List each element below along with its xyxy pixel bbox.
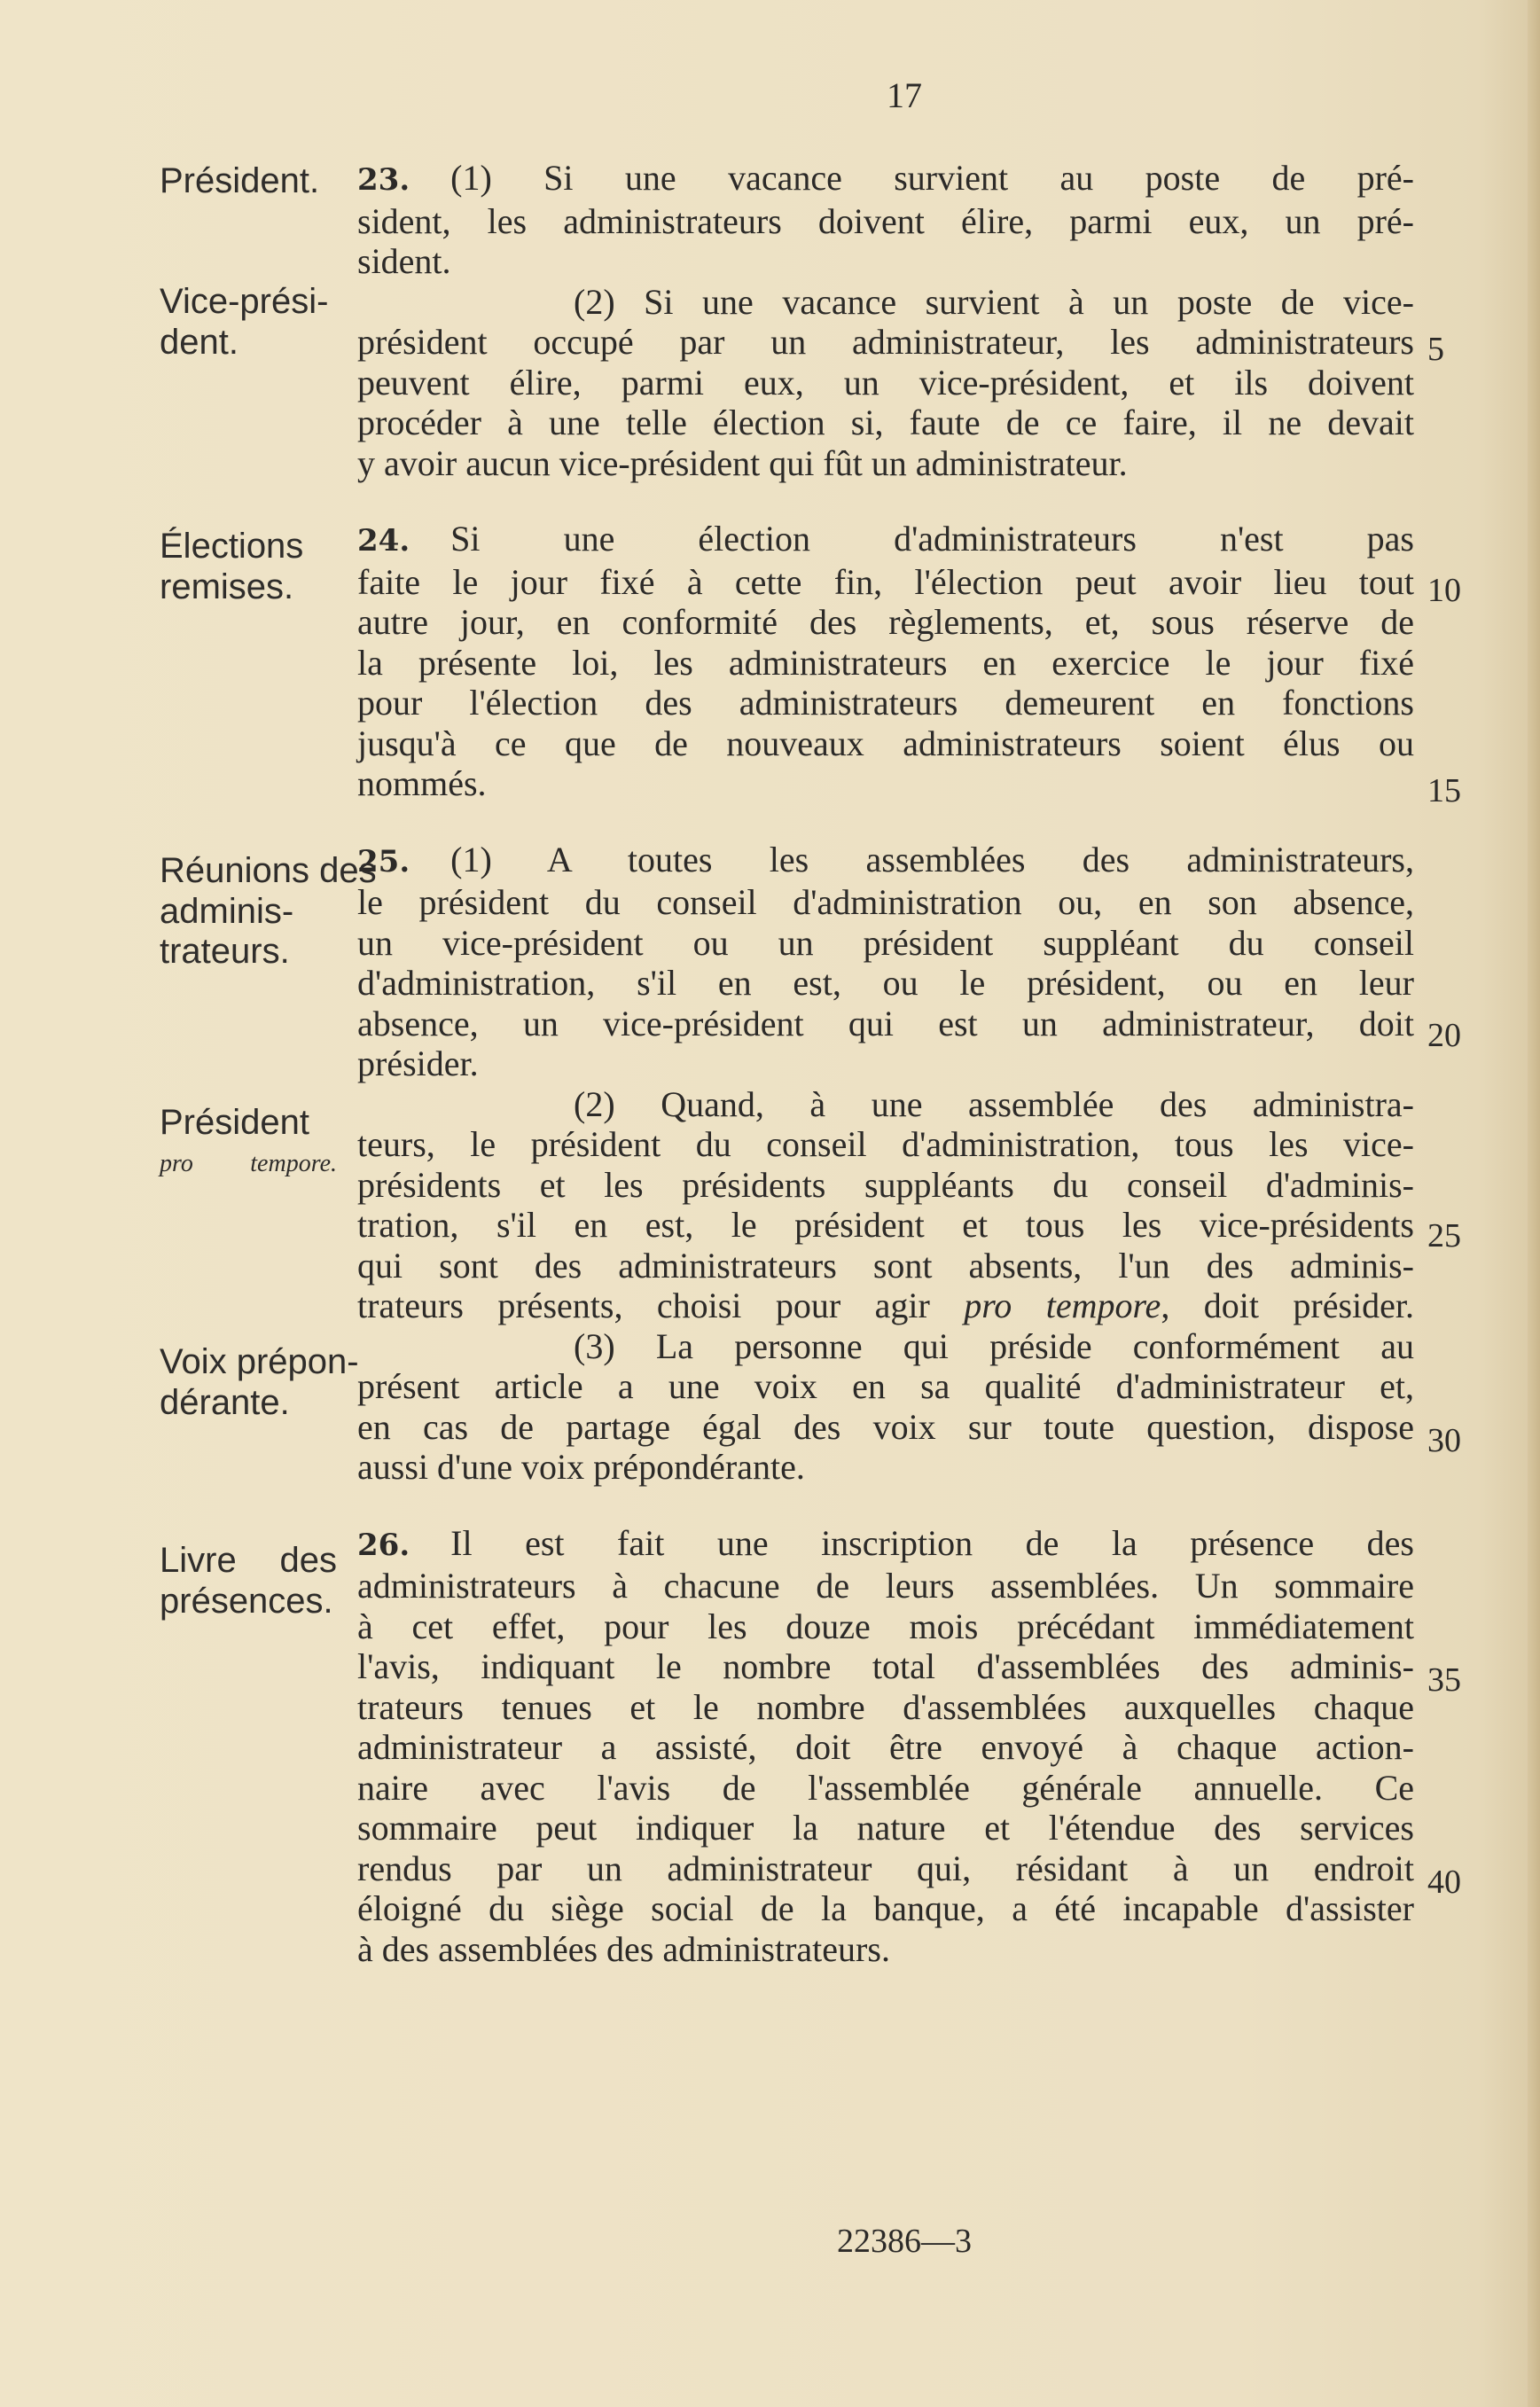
- text-line: y avoir aucun vice-président qui fût un administrateur.: [357, 442, 1128, 483]
- note-line: remises.: [160, 567, 294, 606]
- text-line: faite le jour fixé à cette fin, l'élection peut avoir lieu tout: [357, 561, 1414, 602]
- section-number: 25.: [357, 843, 410, 879]
- text-line: (2) Quand, à une assemblée des administra-: [574, 1083, 1414, 1124]
- line-number: 40: [1427, 1864, 1461, 1901]
- section-number: 26.: [357, 1527, 410, 1563]
- text-line: président occupé par un administrateur, les administrateurs: [357, 322, 1414, 362]
- text-line: la présente loi, les administrateurs en exercice le jour fixé: [357, 642, 1414, 683]
- text-line: à des assemblées des administrateurs.: [357, 1928, 890, 1969]
- section-26: [357, 1523, 1414, 1970]
- text-line: 26. Il est fait une inscription de la présence des: [357, 1522, 1414, 1563]
- line-number: 10: [1427, 572, 1461, 609]
- note-line: présences.: [160, 1581, 333, 1621]
- note-line: dent.: [160, 322, 238, 362]
- margin-note-vice-president: [160, 282, 337, 363]
- note-line: pro tempore.: [160, 1149, 337, 1177]
- note-line: Président: [160, 1103, 309, 1142]
- margin-note-president-pro-tempore: [160, 1103, 337, 1184]
- text-line: sident, les administrateurs doivent élire, parmi eux, un pré-: [357, 200, 1414, 241]
- text-line: administrateur a assisté, doit être envoyé à chaque action-: [357, 1727, 1414, 1767]
- text-line: sident.: [357, 241, 451, 281]
- text-line: présider.: [357, 1043, 479, 1083]
- text-line: l'avis, indiquant le nombre total d'assemblées des adminis-: [357, 1646, 1414, 1686]
- line-number: 30: [1427, 1422, 1461, 1459]
- text-line: teurs, le président du conseil d'administration, tous les vice-: [357, 1124, 1414, 1164]
- text-line: jusqu'à ce que de nouveaux administrateurs soient élus ou: [357, 723, 1414, 763]
- section-number: 24.: [357, 523, 410, 559]
- margin-note-president: [160, 161, 337, 202]
- text-line: administrateurs à chacune de leurs assemblées. Un sommaire: [357, 1566, 1414, 1606]
- text-line: (2) Si une vacance survient à un poste de vice-: [574, 281, 1414, 322]
- note-line: dérante.: [160, 1382, 290, 1422]
- line-number: 5: [1427, 331, 1444, 368]
- text-line: procéder à une telle élection si, faute de ce faire, il ne devait: [357, 402, 1414, 442]
- page-number: 17: [887, 75, 922, 115]
- text-line: trateurs tenues et le nombre d'assemblées auxquelles chaque: [357, 1686, 1414, 1727]
- text-line: peuvent élire, parmi eux, un vice-président, et ils doivent: [357, 362, 1414, 402]
- text-line: naire avec l'avis de l'assemblée générale annuelle. Ce: [357, 1767, 1414, 1808]
- note-line: adminis-: [160, 891, 294, 931]
- margin-note-reunions: [160, 851, 377, 973]
- text-line: tration, s'il en est, le président et tous les vice-présidents: [357, 1205, 1414, 1245]
- text-line: sommaire peut indiquer la nature et l'étendue des services: [357, 1808, 1414, 1848]
- text-line: présent article a une voix en sa qualité d'administrateur et,: [357, 1366, 1414, 1406]
- line-number: 20: [1427, 1017, 1461, 1054]
- text-line: en cas de partage égal des voix sur toute question, dispose: [357, 1406, 1414, 1447]
- text-line: à cet effet, pour les douze mois précédant immédiatement: [357, 1606, 1414, 1646]
- text-line: trateurs présents, choisi pour agir pro tempore, doit présider.: [357, 1286, 1415, 1325]
- text-line: d'administration, s'il en est, ou le président, ou en leur: [357, 963, 1414, 1003]
- note-line: Réunions des: [160, 851, 377, 890]
- text-line: nommés.: [357, 763, 487, 803]
- text-line: 23. (1) Si une vacance survient au poste de pré-: [357, 158, 1414, 198]
- text-line: qui sont des administrateurs sont absents, l'un des adminis-: [357, 1245, 1414, 1286]
- text-line: présidents et les présidents suppléants du conseil d'adminis-: [357, 1164, 1414, 1205]
- text-line: aussi d'une voix prépondérante.: [357, 1447, 805, 1487]
- note-line: Élections: [160, 527, 304, 566]
- text-line: autre jour, en conformité des règlements, et, sous réserve de: [357, 602, 1414, 642]
- body-text: [357, 158, 1414, 1969]
- note-line: Livre des: [160, 1541, 337, 1580]
- note-line: trateurs.: [160, 932, 290, 971]
- line-number: 35: [1427, 1661, 1461, 1699]
- line-number: 25: [1427, 1217, 1461, 1254]
- note-line: Président.: [160, 161, 320, 200]
- text-line: 25. (1) A toutes les assemblées des administrateurs,: [357, 839, 1414, 879]
- text-line: 24. Si une élection d'administrateurs n'est pas: [357, 519, 1414, 559]
- section-25: [357, 840, 1414, 1488]
- line-number: 15: [1427, 772, 1461, 809]
- text-line: absence, un vice-président qui est un administrateur, doit: [357, 1003, 1414, 1043]
- margin-note-elections-remises: [160, 527, 337, 607]
- section-24: [357, 519, 1414, 804]
- section-23: [357, 158, 1414, 483]
- text-line: un vice-président ou un président suppléant du conseil: [357, 922, 1414, 963]
- text-line: rendus par un administrateur qui, résidant à un endroit: [357, 1848, 1414, 1888]
- page-spine-shadow: [1528, 0, 1540, 2407]
- note-line: Vice-prési-: [160, 282, 329, 321]
- section-number: 23.: [357, 162, 410, 198]
- text-line: pour l'élection des administrateurs demeurent en fonctions: [357, 683, 1414, 723]
- text-line: (3) La personne qui préside conformément au: [574, 1325, 1414, 1366]
- text-line: le président du conseil d'administration ou, en son absence,: [357, 882, 1414, 922]
- footer-code: 22386—3: [837, 2223, 972, 2260]
- note-line: Voix prépon-: [160, 1342, 359, 1381]
- text-line: éloigné du siège social de la banque, a été incapable d'assister: [357, 1888, 1414, 1928]
- margin-note-livre-presences: [160, 1541, 337, 1622]
- margin-note-voix-preponderante: [160, 1342, 359, 1423]
- italic-phrase: pro tempore: [964, 1286, 1161, 1325]
